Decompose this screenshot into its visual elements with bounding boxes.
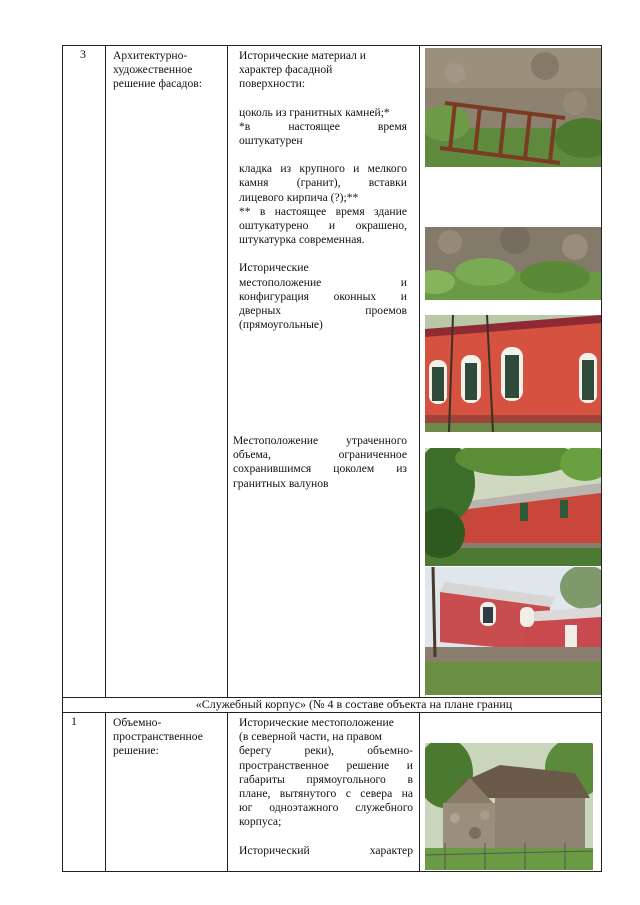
row-number: 3 — [80, 47, 86, 61]
text-line: *в настоящее время — [239, 119, 407, 133]
photo-granite-plinth — [425, 227, 601, 300]
text-line: дверных проемов — [239, 304, 407, 318]
text-line: штукатурка современная. — [239, 233, 365, 247]
text-line: оштукатурено и окрашено, — [239, 219, 407, 233]
row-description — [239, 49, 407, 332]
section-title: «Служебный корпус» (№ 4 в составе объекта на плане границ — [195, 697, 513, 711]
text-line: лицевого кирпича (?);** — [239, 190, 359, 204]
text-line: ** в настоящее время здание — [239, 204, 407, 218]
col-border-3 — [419, 45, 420, 697]
col-border-2b — [227, 712, 228, 872]
text-line: конфигурация оконных и — [239, 289, 407, 303]
text-line: цоколь из гранитных камней;* — [239, 105, 390, 119]
text-line: юг одноэтажного служебного — [239, 801, 413, 815]
text-line: пространственное решение и — [239, 758, 413, 772]
text-line: оштукатурен — [239, 134, 303, 148]
text-line: Исторические местоположение — [239, 716, 394, 729]
text-line: камня (гранит), вставки — [239, 176, 407, 190]
text-line: Местоположение утраченного — [233, 434, 407, 447]
photo-red-building-side — [425, 567, 601, 695]
text-line: характер фасадной — [239, 63, 333, 77]
text-line: сохранившимся цоколем из — [233, 462, 407, 476]
col-border-1 — [105, 45, 106, 697]
row-title: Объемно-пространственное решение: — [113, 716, 203, 758]
text-line: Исторические — [239, 261, 309, 275]
col-border-1b — [105, 712, 106, 872]
col-border-2 — [227, 45, 228, 697]
col-border-right — [601, 45, 602, 872]
text-line: кладка из крупного и мелкого — [239, 162, 407, 176]
row-description-2 — [233, 434, 407, 491]
text-line: (в северной части, на правом — [239, 730, 383, 744]
table-bottom-border — [62, 871, 602, 872]
row-title: Архитектурно-художественное решение фасадов: — [113, 49, 202, 91]
row-number: 1 — [71, 714, 77, 728]
photo-red-building-trees — [425, 448, 601, 566]
photo-stone-plinth-grate — [425, 48, 601, 167]
col-border-3b — [419, 712, 420, 872]
col-border-left — [62, 45, 63, 872]
text-line: плане, вытянутого с севера на — [239, 787, 413, 801]
text-line: (прямоугольные) — [239, 318, 323, 332]
text-line: корпуса; — [239, 815, 282, 829]
text-line: местоположение и — [239, 275, 407, 289]
table-top-border — [62, 45, 602, 46]
text-line: Исторические материал и — [239, 49, 366, 62]
photo-stone-service-building — [425, 743, 593, 870]
text-line: поверхности: — [239, 77, 306, 91]
text-line: объема, ограниченное — [233, 448, 407, 462]
text-line: габариты прямоугольного в — [239, 772, 413, 786]
section-bottom-border — [62, 712, 602, 713]
text-line: берегу реки), объемно- — [239, 744, 413, 758]
row-description — [239, 716, 413, 858]
photo-red-facade-windows — [425, 315, 601, 432]
text-line: гранитных валунов — [233, 476, 329, 490]
text-line: Исторический характер — [239, 843, 413, 857]
